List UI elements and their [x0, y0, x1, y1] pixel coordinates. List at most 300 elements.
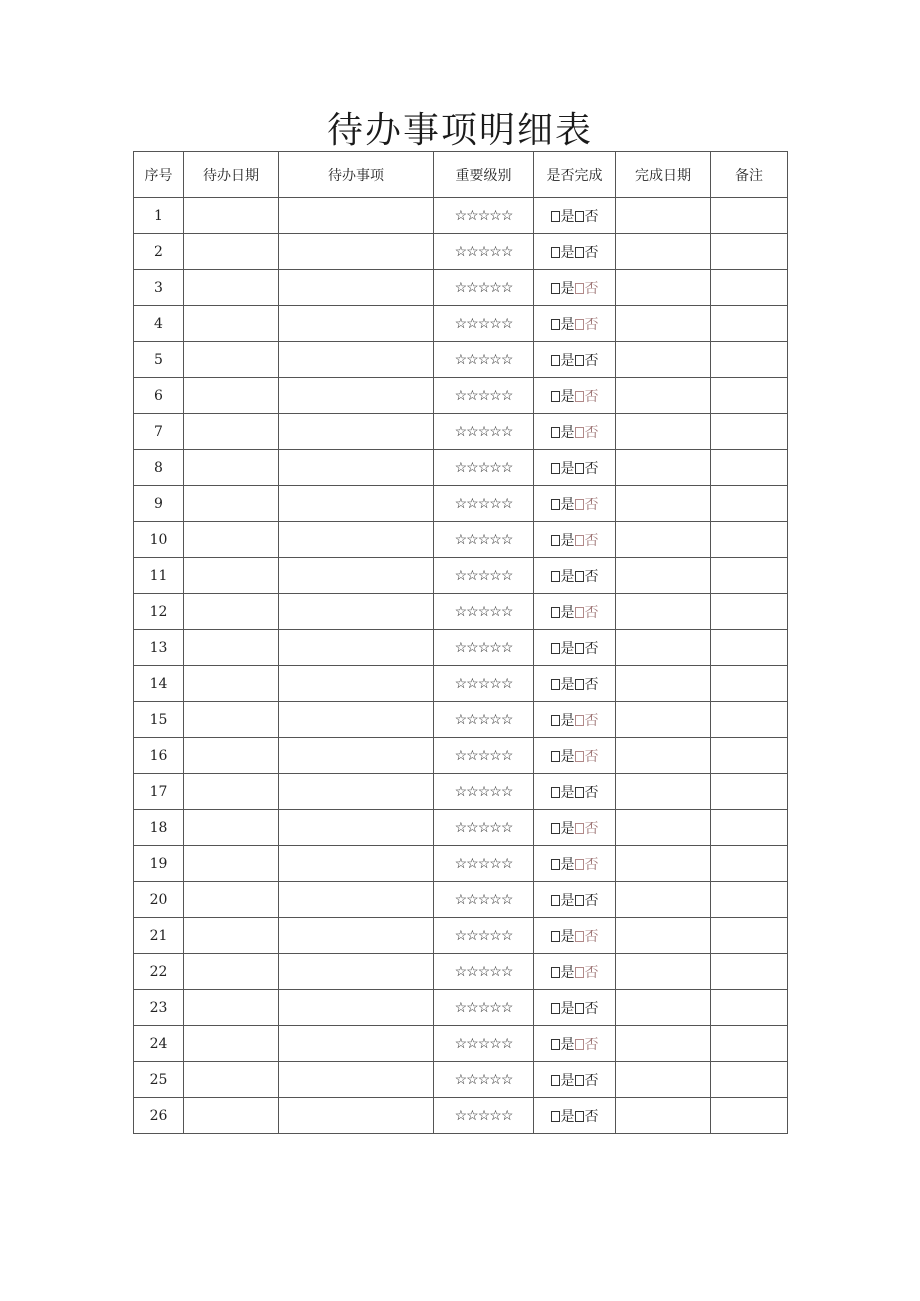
todo-item-cell[interactable]: [279, 666, 434, 702]
todo-item-cell[interactable]: [279, 1062, 434, 1098]
remarks-cell[interactable]: [711, 1098, 788, 1134]
priority-stars[interactable]: ☆☆☆☆☆: [434, 522, 534, 558]
yes-label: 是: [560, 568, 575, 585]
no-label: 否: [584, 712, 599, 729]
todo-table: [133, 151, 788, 1134]
table-row: [134, 846, 788, 882]
completed-cell: [534, 702, 616, 738]
row-index: 8: [134, 450, 184, 486]
yes-label: 是: [560, 460, 575, 477]
no-checkbox[interactable]: [575, 679, 584, 690]
no-checkbox[interactable]: [575, 391, 584, 402]
yes-label: 是: [560, 964, 575, 981]
priority-stars[interactable]: ☆☆☆☆☆: [434, 234, 534, 270]
todo-date-cell[interactable]: [184, 846, 279, 882]
yes-label: 是: [560, 1108, 575, 1125]
todo-item-cell[interactable]: [279, 378, 434, 414]
todo-item-cell[interactable]: [279, 1098, 434, 1134]
remarks-cell[interactable]: [711, 522, 788, 558]
yes-checkbox[interactable]: [551, 1075, 560, 1086]
todo-date-cell[interactable]: [184, 1098, 279, 1134]
completed-cell: [534, 666, 616, 702]
no-checkbox[interactable]: [575, 931, 584, 942]
todo-item-cell[interactable]: [279, 522, 434, 558]
todo-date-cell[interactable]: [184, 918, 279, 954]
yes-label: 是: [560, 676, 575, 693]
todo-item-cell[interactable]: [279, 450, 434, 486]
yes-label: 是: [560, 532, 575, 549]
remarks-cell[interactable]: [711, 702, 788, 738]
yes-label: 是: [560, 928, 575, 945]
col-header-todo-date: 待办日期: [184, 152, 279, 198]
completed-cell: [534, 882, 616, 918]
col-header-todo-item: 待办事项: [279, 152, 434, 198]
no-checkbox[interactable]: [575, 427, 584, 438]
todo-item-cell[interactable]: [279, 990, 434, 1026]
no-checkbox[interactable]: [575, 607, 584, 618]
yes-checkbox[interactable]: [551, 967, 560, 978]
completion-date-cell[interactable]: [616, 270, 711, 306]
completion-date-cell[interactable]: [616, 666, 711, 702]
priority-stars[interactable]: ☆☆☆☆☆: [434, 1062, 534, 1098]
todo-date-cell[interactable]: [184, 450, 279, 486]
completion-date-cell[interactable]: [616, 342, 711, 378]
completed-cell: [534, 630, 616, 666]
yes-checkbox[interactable]: [551, 391, 560, 402]
completed-cell: [534, 774, 616, 810]
remarks-cell[interactable]: [711, 270, 788, 306]
yes-label: 是: [560, 604, 575, 621]
priority-stars[interactable]: ☆☆☆☆☆: [434, 342, 534, 378]
table-row: [134, 738, 788, 774]
remarks-cell[interactable]: [711, 954, 788, 990]
todo-item-cell[interactable]: [279, 954, 434, 990]
row-index: 5: [134, 342, 184, 378]
todo-item-cell[interactable]: [279, 594, 434, 630]
completed-cell: [534, 846, 616, 882]
row-index: 6: [134, 378, 184, 414]
todo-item-cell[interactable]: [279, 342, 434, 378]
yes-checkbox[interactable]: [551, 931, 560, 942]
completion-date-cell[interactable]: [616, 522, 711, 558]
todo-date-cell[interactable]: [184, 198, 279, 234]
yes-checkbox[interactable]: [551, 1003, 560, 1014]
no-label: 否: [584, 316, 599, 333]
remarks-cell[interactable]: [711, 594, 788, 630]
no-label: 否: [584, 820, 599, 837]
priority-stars[interactable]: ☆☆☆☆☆: [434, 270, 534, 306]
row-index: 1: [134, 198, 184, 234]
no-label: 否: [584, 604, 599, 621]
remarks-cell[interactable]: [711, 306, 788, 342]
table-row: [134, 270, 788, 306]
yes-checkbox[interactable]: [551, 607, 560, 618]
completed-cell: [534, 234, 616, 270]
todo-date-cell[interactable]: [184, 522, 279, 558]
todo-item-cell[interactable]: [279, 306, 434, 342]
remarks-cell[interactable]: [711, 558, 788, 594]
row-index: 12: [134, 594, 184, 630]
no-checkbox[interactable]: [575, 319, 584, 330]
yes-checkbox[interactable]: [551, 1039, 560, 1050]
priority-stars[interactable]: ☆☆☆☆☆: [434, 666, 534, 702]
yes-label: 是: [560, 820, 575, 837]
yes-label: 是: [560, 784, 575, 801]
completion-date-cell[interactable]: [616, 414, 711, 450]
table-row: [134, 1026, 788, 1062]
remarks-cell[interactable]: [711, 198, 788, 234]
completion-date-cell[interactable]: [616, 954, 711, 990]
yes-label: 是: [560, 1000, 575, 1017]
todo-item-cell[interactable]: [279, 1026, 434, 1062]
completed-cell: [534, 954, 616, 990]
row-index: 24: [134, 1026, 184, 1062]
table-row: [134, 450, 788, 486]
completed-cell: [534, 378, 616, 414]
todo-date-cell[interactable]: [184, 1062, 279, 1098]
todo-item-cell[interactable]: [279, 702, 434, 738]
completion-date-cell[interactable]: [616, 990, 711, 1026]
row-index: 16: [134, 738, 184, 774]
table-row: [134, 414, 788, 450]
completion-date-cell[interactable]: [616, 450, 711, 486]
page-title: 待办事项明细表: [326, 110, 593, 151]
todo-item-cell[interactable]: [279, 414, 434, 450]
no-label: 否: [584, 280, 599, 297]
no-checkbox[interactable]: [575, 1075, 584, 1086]
completion-date-cell[interactable]: [616, 594, 711, 630]
completion-date-cell[interactable]: [616, 1098, 711, 1134]
priority-stars[interactable]: ☆☆☆☆☆: [434, 918, 534, 954]
yes-checkbox[interactable]: [551, 463, 560, 474]
no-label: 否: [584, 568, 599, 585]
todo-item-cell[interactable]: [279, 846, 434, 882]
no-checkbox[interactable]: [575, 463, 584, 474]
yes-checkbox[interactable]: [551, 715, 560, 726]
completed-cell: [534, 270, 616, 306]
completion-date-cell[interactable]: [616, 882, 711, 918]
yes-checkbox[interactable]: [551, 571, 560, 582]
completion-date-cell[interactable]: [616, 306, 711, 342]
row-index: 20: [134, 882, 184, 918]
row-index: 10: [134, 522, 184, 558]
priority-stars[interactable]: ☆☆☆☆☆: [434, 414, 534, 450]
yes-checkbox[interactable]: [551, 643, 560, 654]
priority-stars[interactable]: ☆☆☆☆☆: [434, 558, 534, 594]
priority-stars[interactable]: ☆☆☆☆☆: [434, 630, 534, 666]
row-index: 17: [134, 774, 184, 810]
todo-item-cell[interactable]: [279, 558, 434, 594]
table-row: [134, 522, 788, 558]
completed-cell: [534, 1062, 616, 1098]
no-label: 否: [584, 964, 599, 981]
remarks-cell[interactable]: [711, 774, 788, 810]
todo-item-cell[interactable]: [279, 774, 434, 810]
table-row: [134, 558, 788, 594]
table-row: [134, 882, 788, 918]
todo-date-cell[interactable]: [184, 774, 279, 810]
priority-stars[interactable]: ☆☆☆☆☆: [434, 738, 534, 774]
todo-date-cell[interactable]: [184, 342, 279, 378]
completed-cell: [534, 1026, 616, 1062]
no-checkbox[interactable]: [575, 1003, 584, 1014]
todo-item-cell[interactable]: [279, 486, 434, 522]
yes-checkbox[interactable]: [551, 211, 560, 222]
remarks-cell[interactable]: [711, 882, 788, 918]
no-label: 否: [584, 424, 599, 441]
no-label: 否: [584, 388, 599, 405]
completion-date-cell[interactable]: [616, 198, 711, 234]
row-index: 13: [134, 630, 184, 666]
yes-checkbox[interactable]: [551, 679, 560, 690]
yes-label: 是: [560, 424, 575, 441]
no-checkbox[interactable]: [575, 571, 584, 582]
priority-stars[interactable]: ☆☆☆☆☆: [434, 594, 534, 630]
remarks-cell[interactable]: [711, 234, 788, 270]
todo-date-cell[interactable]: [184, 666, 279, 702]
todo-date-cell[interactable]: [184, 378, 279, 414]
completion-date-cell[interactable]: [616, 378, 711, 414]
completed-cell: [534, 810, 616, 846]
yes-checkbox[interactable]: [551, 787, 560, 798]
completion-date-cell[interactable]: [616, 1062, 711, 1098]
priority-stars[interactable]: ☆☆☆☆☆: [434, 954, 534, 990]
remarks-cell[interactable]: [711, 342, 788, 378]
priority-stars[interactable]: ☆☆☆☆☆: [434, 702, 534, 738]
completion-date-cell[interactable]: [616, 234, 711, 270]
col-header-completion-date: 完成日期: [616, 152, 711, 198]
col-header-index: 序号: [134, 152, 184, 198]
table-row: [134, 630, 788, 666]
row-index: 3: [134, 270, 184, 306]
no-checkbox[interactable]: [575, 751, 584, 762]
no-checkbox[interactable]: [575, 823, 584, 834]
no-label: 否: [584, 1108, 599, 1125]
no-checkbox[interactable]: [575, 715, 584, 726]
remarks-cell[interactable]: [711, 738, 788, 774]
todo-date-cell[interactable]: [184, 882, 279, 918]
table-row: [134, 378, 788, 414]
todo-date-cell[interactable]: [184, 486, 279, 522]
priority-stars[interactable]: ☆☆☆☆☆: [434, 1098, 534, 1134]
table-row: [134, 234, 788, 270]
todo-date-cell[interactable]: [184, 630, 279, 666]
todo-date-cell[interactable]: [184, 1026, 279, 1062]
no-checkbox[interactable]: [575, 211, 584, 222]
remarks-cell[interactable]: [711, 918, 788, 954]
yes-label: 是: [560, 1072, 575, 1089]
completed-cell: [534, 198, 616, 234]
priority-stars[interactable]: ☆☆☆☆☆: [434, 198, 534, 234]
no-checkbox[interactable]: [575, 895, 584, 906]
table-row: [134, 810, 788, 846]
todo-item-cell[interactable]: [279, 882, 434, 918]
todo-date-cell[interactable]: [184, 954, 279, 990]
completed-cell: [534, 522, 616, 558]
yes-checkbox[interactable]: [551, 535, 560, 546]
todo-date-cell[interactable]: [184, 810, 279, 846]
no-label: 否: [584, 1000, 599, 1017]
no-checkbox[interactable]: [575, 247, 584, 258]
yes-label: 是: [560, 316, 575, 333]
completed-cell: [534, 450, 616, 486]
row-index: 23: [134, 990, 184, 1026]
row-index: 11: [134, 558, 184, 594]
remarks-cell[interactable]: [711, 630, 788, 666]
yes-checkbox[interactable]: [551, 499, 560, 510]
completion-date-cell[interactable]: [616, 486, 711, 522]
completed-cell: [534, 342, 616, 378]
completed-cell: [534, 738, 616, 774]
remarks-cell[interactable]: [711, 486, 788, 522]
yes-label: 是: [560, 856, 575, 873]
yes-checkbox[interactable]: [551, 823, 560, 834]
remarks-cell[interactable]: [711, 846, 788, 882]
completion-date-cell[interactable]: [616, 774, 711, 810]
yes-label: 是: [560, 352, 575, 369]
remarks-cell[interactable]: [711, 810, 788, 846]
row-index: 25: [134, 1062, 184, 1098]
yes-checkbox[interactable]: [551, 751, 560, 762]
yes-checkbox[interactable]: [551, 895, 560, 906]
remarks-cell[interactable]: [711, 1062, 788, 1098]
yes-checkbox[interactable]: [551, 247, 560, 258]
todo-date-cell[interactable]: [184, 558, 279, 594]
completion-date-cell[interactable]: [616, 558, 711, 594]
remarks-cell[interactable]: [711, 414, 788, 450]
table-row: [134, 1098, 788, 1134]
todo-item-cell[interactable]: [279, 630, 434, 666]
no-checkbox[interactable]: [575, 283, 584, 294]
completed-cell: [534, 1098, 616, 1134]
priority-stars[interactable]: ☆☆☆☆☆: [434, 450, 534, 486]
no-checkbox[interactable]: [575, 355, 584, 366]
table-row: [134, 306, 788, 342]
completion-date-cell[interactable]: [616, 702, 711, 738]
remarks-cell[interactable]: [711, 450, 788, 486]
todo-item-cell[interactable]: [279, 738, 434, 774]
row-index: 26: [134, 1098, 184, 1134]
priority-stars[interactable]: ☆☆☆☆☆: [434, 846, 534, 882]
priority-stars[interactable]: ☆☆☆☆☆: [434, 378, 534, 414]
yes-checkbox[interactable]: [551, 859, 560, 870]
remarks-cell[interactable]: [711, 666, 788, 702]
table-row: [134, 990, 788, 1026]
yes-label: 是: [560, 388, 575, 405]
priority-stars[interactable]: ☆☆☆☆☆: [434, 1026, 534, 1062]
todo-item-cell[interactable]: [279, 234, 434, 270]
priority-stars[interactable]: ☆☆☆☆☆: [434, 990, 534, 1026]
todo-date-cell[interactable]: [184, 270, 279, 306]
row-index: 4: [134, 306, 184, 342]
table-row: [134, 702, 788, 738]
completed-cell: [534, 990, 616, 1026]
priority-stars[interactable]: ☆☆☆☆☆: [434, 486, 534, 522]
completed-cell: [534, 306, 616, 342]
row-index: 15: [134, 702, 184, 738]
completion-date-cell[interactable]: [616, 846, 711, 882]
todo-date-cell[interactable]: [184, 738, 279, 774]
no-checkbox[interactable]: [575, 1039, 584, 1050]
yes-checkbox[interactable]: [551, 1111, 560, 1122]
yes-checkbox[interactable]: [551, 355, 560, 366]
table-row: [134, 774, 788, 810]
no-label: 否: [584, 496, 599, 513]
row-index: 14: [134, 666, 184, 702]
completion-date-cell[interactable]: [616, 918, 711, 954]
todo-date-cell[interactable]: [184, 414, 279, 450]
completion-date-cell[interactable]: [616, 630, 711, 666]
priority-stars[interactable]: ☆☆☆☆☆: [434, 882, 534, 918]
no-label: 否: [584, 892, 599, 909]
yes-label: 是: [560, 640, 575, 657]
yes-label: 是: [560, 496, 575, 513]
no-checkbox[interactable]: [575, 1111, 584, 1122]
completed-cell: [534, 414, 616, 450]
no-checkbox[interactable]: [575, 967, 584, 978]
table-row: [134, 594, 788, 630]
priority-stars[interactable]: ☆☆☆☆☆: [434, 774, 534, 810]
table-row: [134, 918, 788, 954]
no-label: 否: [584, 460, 599, 477]
completion-date-cell[interactable]: [616, 738, 711, 774]
yes-checkbox[interactable]: [551, 283, 560, 294]
todo-date-cell[interactable]: [184, 990, 279, 1026]
no-checkbox[interactable]: [575, 787, 584, 798]
no-label: 否: [584, 1036, 599, 1053]
todo-item-cell[interactable]: [279, 810, 434, 846]
col-header-priority: 重要级别: [434, 152, 534, 198]
remarks-cell[interactable]: [711, 378, 788, 414]
table-row: [134, 1062, 788, 1098]
todo-date-cell[interactable]: [184, 594, 279, 630]
todo-item-cell[interactable]: [279, 270, 434, 306]
completion-date-cell[interactable]: [616, 1026, 711, 1062]
no-label: 否: [584, 856, 599, 873]
yes-label: 是: [560, 748, 575, 765]
no-label: 否: [584, 676, 599, 693]
no-checkbox[interactable]: [575, 499, 584, 510]
remarks-cell[interactable]: [711, 990, 788, 1026]
no-label: 否: [584, 640, 599, 657]
table-row: [134, 954, 788, 990]
yes-checkbox[interactable]: [551, 319, 560, 330]
todo-date-cell[interactable]: [184, 306, 279, 342]
priority-stars[interactable]: ☆☆☆☆☆: [434, 810, 534, 846]
no-checkbox[interactable]: [575, 859, 584, 870]
todo-item-cell[interactable]: [279, 198, 434, 234]
todo-date-cell[interactable]: [184, 234, 279, 270]
no-label: 否: [584, 928, 599, 945]
col-header-remarks: 备注: [711, 152, 788, 198]
table-row: [134, 342, 788, 378]
no-label: 否: [584, 532, 599, 549]
completion-date-cell[interactable]: [616, 810, 711, 846]
no-checkbox[interactable]: [575, 535, 584, 546]
yes-checkbox[interactable]: [551, 427, 560, 438]
todo-date-cell[interactable]: [184, 702, 279, 738]
yes-label: 是: [560, 280, 575, 297]
yes-label: 是: [560, 208, 575, 225]
priority-stars[interactable]: ☆☆☆☆☆: [434, 306, 534, 342]
remarks-cell[interactable]: [711, 1026, 788, 1062]
completed-cell: [534, 918, 616, 954]
row-index: 7: [134, 414, 184, 450]
yes-label: 是: [560, 712, 575, 729]
no-checkbox[interactable]: [575, 643, 584, 654]
table-row: [134, 198, 788, 234]
todo-item-cell[interactable]: [279, 918, 434, 954]
